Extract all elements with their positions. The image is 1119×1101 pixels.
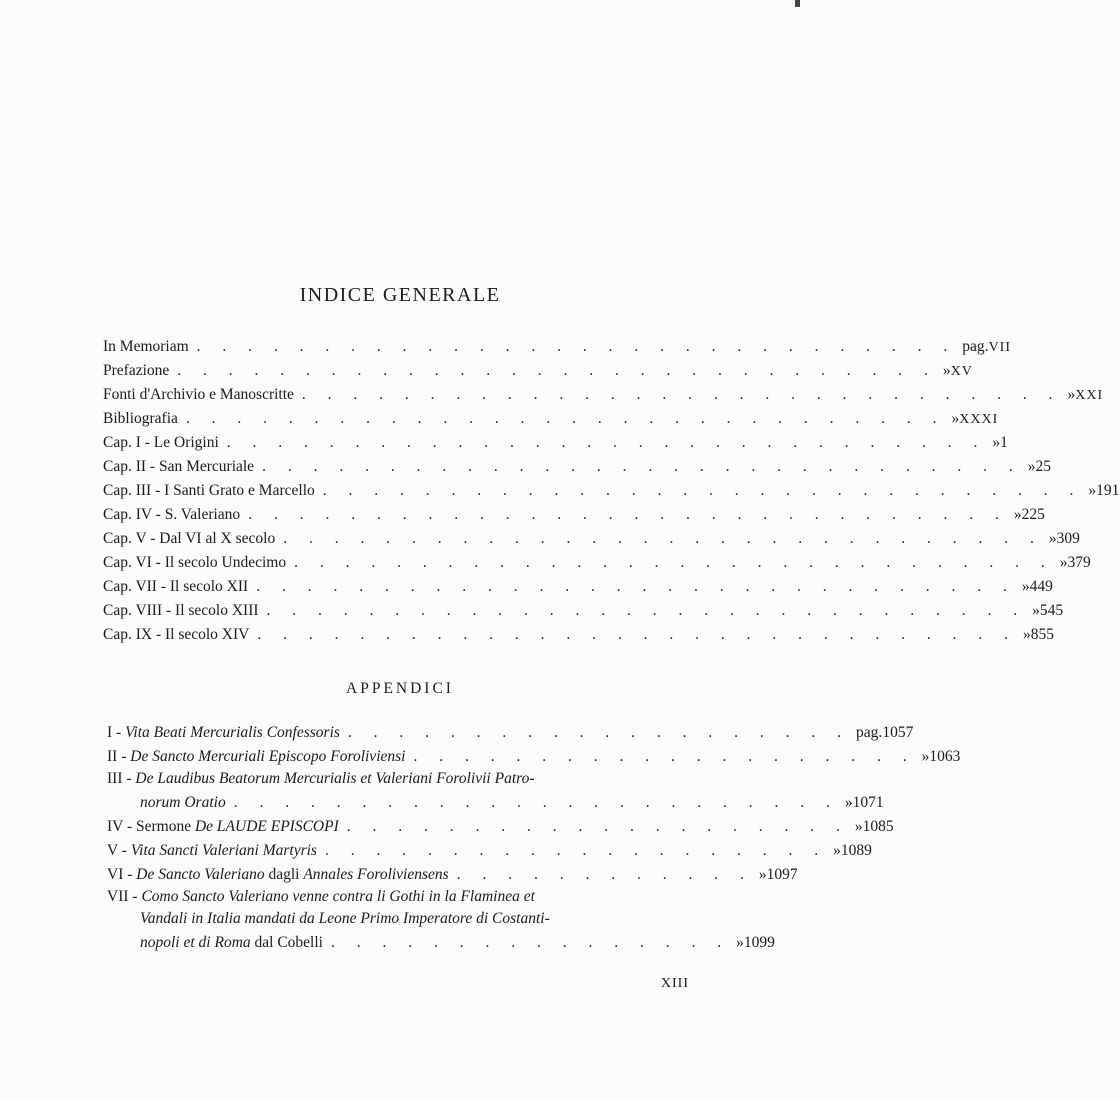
page-title: INDICE GENERALE bbox=[299, 284, 501, 306]
toc-entry-ref: » bbox=[1048, 530, 1057, 547]
toc-entry bbox=[103, 596, 1064, 620]
toc-entry-ref: » bbox=[1067, 386, 1076, 403]
toc-entry-page: 225 bbox=[1021, 506, 1045, 523]
toc-entry-title: Cap. I - Le Origini bbox=[103, 434, 219, 451]
appendix-list bbox=[107, 718, 961, 952]
toc-entry-title: Cap. V - Dal VI al X secolo bbox=[103, 530, 276, 547]
toc-entry-title: Prefazione bbox=[103, 362, 170, 379]
appendix-entry-3-line2: norum Oratio . . . . . . . . . . . . . . . . . . . . . . . . » 1071 bbox=[140, 794, 884, 811]
scan-corner-mark bbox=[795, 0, 800, 7]
leader-dots: . . . . . . . . . . . . . . . . bbox=[330, 934, 731, 951]
toc-entry-title: Cap. VII - Il secolo XII bbox=[103, 578, 249, 595]
toc-entry-title: Cap. II - San Mercuriale bbox=[103, 458, 255, 475]
toc-entry-title: Fonti d'Archivio e Manoscritte bbox=[103, 386, 294, 403]
toc-entry bbox=[103, 548, 1091, 572]
toc-entry-ref: » bbox=[1013, 506, 1022, 523]
leader-dots: . . . . . . . . . . . . . . . . . . . . . . . . . . . . . . bbox=[185, 410, 946, 427]
toc-entry-ref: pag. bbox=[962, 338, 989, 355]
toc-entry-page: 379 bbox=[1067, 554, 1091, 571]
toc-entry-title: Cap. IV - S. Valeriano bbox=[103, 506, 241, 523]
toc-entry-ref: » bbox=[1032, 602, 1040, 619]
toc-entry bbox=[103, 620, 1054, 644]
toc-entry-title: Cap. III - I Santi Grato e Marcello bbox=[103, 482, 315, 499]
toc-entry bbox=[103, 428, 1008, 452]
leader-dots: . . . . . . . . . . . . . . . . . . . . . . . . . . . . . . bbox=[283, 530, 1043, 547]
toc-entry bbox=[103, 452, 1051, 476]
toc-entry-ref: » bbox=[1027, 458, 1036, 475]
leader-dots: . . . . . . . . . . . . . . . . . . . . bbox=[324, 842, 828, 859]
leader-dots: . . . . . . . . . . . . . . . . . . . . . . . . . . . . . . bbox=[262, 458, 1022, 475]
leader-dots: . . . . . . . . . . . . . . . . . . . . bbox=[346, 818, 849, 835]
toc-entry-ref: » bbox=[1059, 554, 1068, 571]
leader-dots: . . . . . . . . . . . . bbox=[456, 866, 753, 883]
toc-entry-title: Cap. VI - Il secolo Undecimo bbox=[103, 554, 287, 571]
toc-entry-page: 309 bbox=[1056, 530, 1080, 547]
toc-entry bbox=[103, 476, 1119, 500]
toc-entry-ref: » bbox=[1022, 626, 1031, 643]
leader-dots: . . . . . . . . . . . . . . . . . . . . . . . . . . . . . . bbox=[322, 482, 1083, 499]
appendix-entry-7-line3: nopoli et di Roma dal Cobelli . . . . . . . . . . . . . . . . » 1099 bbox=[140, 934, 775, 951]
toc-entry bbox=[103, 524, 1080, 548]
toc-entry-title: Bibliografia bbox=[103, 410, 178, 427]
toc-entry-title: Cap. IX - Il secolo XIV bbox=[103, 626, 250, 643]
toc-entry-page: 855 bbox=[1030, 626, 1054, 643]
leader-dots: . . . . . . . . . . . . . . . . . . . . . . . . . . . . . . bbox=[266, 602, 1027, 619]
toc-entry-page: 25 bbox=[1035, 458, 1051, 475]
toc-entry bbox=[103, 404, 999, 428]
toc-entry-page: 449 bbox=[1029, 578, 1053, 595]
leader-dots: . . . . . . . . . . . . . . . . . . . . . . . . . . . . . . bbox=[257, 626, 1017, 643]
toc-entry-ref: » bbox=[942, 362, 951, 379]
appendix-entry-3-line1: III - De Laudibus Beatorum Mercurialis et Valeriani Forolivii Patro- bbox=[107, 770, 535, 787]
toc-entry-title: Cap. VIII - Il secolo XIII bbox=[103, 602, 259, 619]
leader-dots: . . . . . . . . . . . . . . . . . . . . . . . . . . . . . . bbox=[301, 386, 1062, 403]
leader-dots: . . . . . . . . . . . . . . . . . . . . . . . . . . . . . . bbox=[177, 362, 937, 379]
appendix-entry-7-line1: VII - Como Sancto Valeriano venne contra li Gothi in la Flaminea et bbox=[107, 888, 535, 905]
appendix-entry-2: II - De Sancto Mercuriali Episcopo Foroliviensi . . . . . . . . . . . . . . . . . . . . » 1063 bbox=[107, 748, 961, 765]
leader-dots: . . . . . . . . . . . . . . . . . . . . . . . . . . . . . . bbox=[294, 554, 1054, 571]
appendix-entry-4: IV - Sermone De LAUDE EPISCOPI . . . . . . . . . . . . . . . . . . . . » 1085 bbox=[107, 818, 894, 835]
leader-dots: . . . . . . . . . . . . . . . . . . . . bbox=[413, 748, 916, 765]
toc-entry-title: In Memoriam bbox=[103, 338, 189, 355]
page-number: XIII bbox=[660, 976, 689, 991]
leader-dots: . . . . . . . . . . . . . . . . . . . . . . . . bbox=[233, 794, 839, 811]
toc-entry-ref: » bbox=[951, 410, 960, 427]
leader-dots: . . . . . . . . . . . . . . . . . . . . bbox=[347, 724, 851, 741]
toc-entry-ref: » bbox=[992, 434, 1001, 451]
toc-entry bbox=[103, 332, 1011, 356]
toc-entry-ref: » bbox=[1021, 578, 1030, 595]
leader-dots: . . . . . . . . . . . . . . . . . . . . . . . . . . . . . . bbox=[226, 434, 987, 451]
leader-dots: . . . . . . . . . . . . . . . . . . . . . . . . . . . . . . bbox=[256, 578, 1016, 595]
toc-entry bbox=[103, 500, 1045, 524]
toc-entry bbox=[103, 380, 1104, 404]
toc-entry bbox=[103, 572, 1053, 596]
toc-entry-page: 191 bbox=[1096, 482, 1119, 499]
appendix-entry-6: VI - De Sancto Valeriano dagli Annales Foroliviensens . . . . . . . . . . . . » 1097 bbox=[107, 866, 798, 883]
appendix-entry-5: V - Vita Sancti Valeriani Martyris . . . . . . . . . . . . . . . . . . . . » 1089 bbox=[107, 842, 872, 859]
toc-entry-page: XV bbox=[950, 364, 973, 379]
toc-entry-page: 1 bbox=[1000, 434, 1008, 451]
leader-dots: . . . . . . . . . . . . . . . . . . . . . . . . . . . . . . bbox=[196, 338, 957, 355]
toc-entry-page: XXXI bbox=[959, 412, 999, 427]
appendix-heading: APPENDICI bbox=[346, 680, 454, 697]
toc-entry-ref: » bbox=[1088, 482, 1097, 499]
appendix-entry-1: I - Vita Beati Mercurialis Confessoris . . . . . . . . . . . . . . . . . . . . pag. 1057 bbox=[107, 724, 914, 741]
table-of-contents bbox=[103, 332, 1119, 644]
toc-entry-page: XXI bbox=[1075, 388, 1104, 403]
toc-entry-page: VII bbox=[988, 340, 1011, 355]
leader-dots: . . . . . . . . . . . . . . . . . . . . . . . . . . . . . . bbox=[248, 506, 1008, 523]
toc-entry-page: 545 bbox=[1039, 602, 1064, 619]
appendix-entry-7-line2: Vandali in Italia mandati da Leone Primo Imperatore di Costanti- bbox=[140, 910, 550, 927]
toc-entry bbox=[103, 356, 973, 380]
